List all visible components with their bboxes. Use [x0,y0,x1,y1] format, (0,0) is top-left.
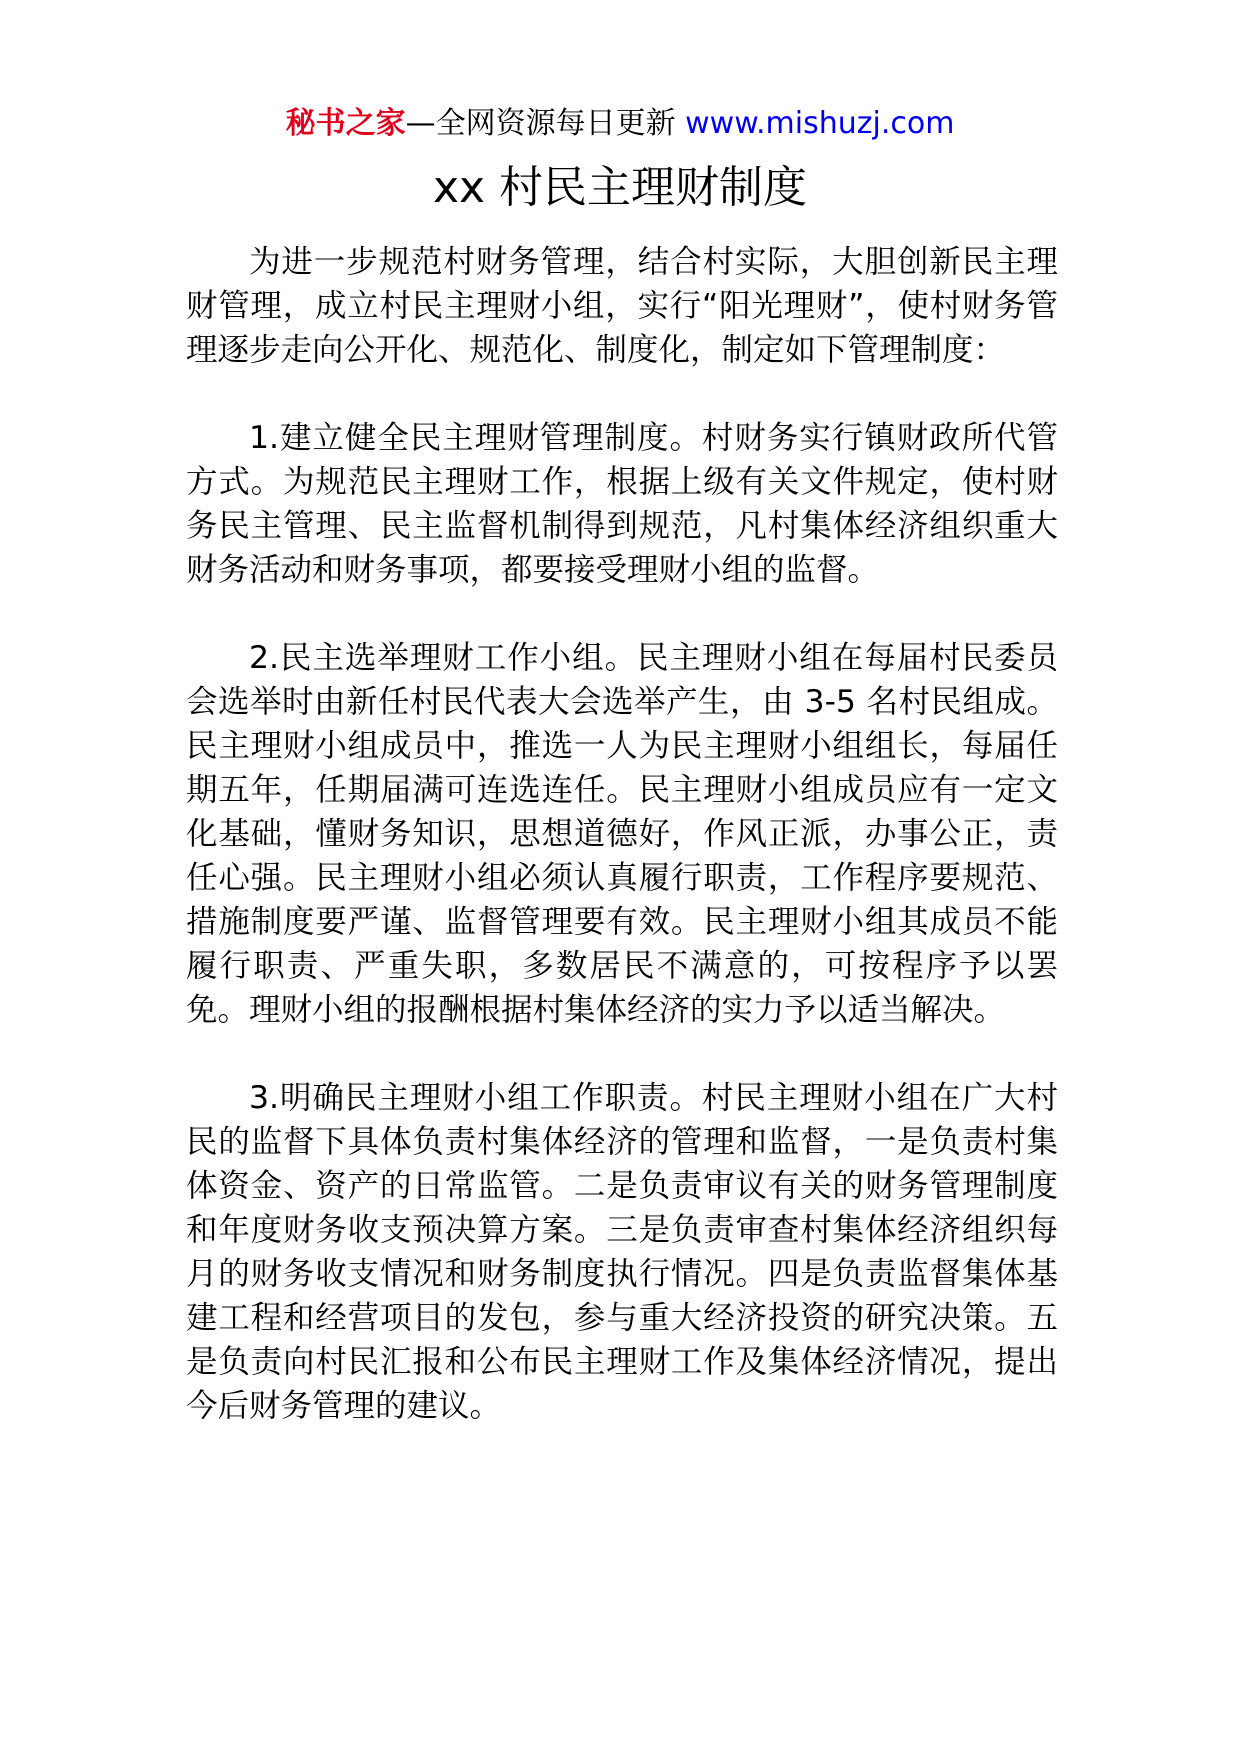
site-brand: 秘书之家 [285,106,406,141]
paragraph-3: 3.明确民主理财小组工作职责。村民主理财小组在广大村民的监督下具体负责村集体经济的管理和监督，一是负责村集体资金、资产的日常监管。二是负责审议有关的财务管理制度和年度财务收支预决算方案。三是负责审查村集体经济组织每月的财务收支情况和财务制度执行情况。四是负责监督集体基建工程和经营项目的发包，参与重大经济投资的研究决策。五是负责向村民汇报和公布民主理财工作及集体经济情况，提出今后财务管理的建议。 [186,1080,1058,1424]
site-tagline: —全网资源每日更新 [405,106,686,141]
site-header [0,102,1240,146]
document-body [186,240,1058,1428]
paragraph-intro: 为进一步规范村财务管理，结合村实际，大胆创新民主理财管理，成立村民主理财小组，实行“阳光理财”，使村财务管理逐步走向公开化、规范化、制度化，制定如下管理制度： [186,244,1058,368]
paragraph-2: 2.民主选举理财工作小组。民主理财小组在每届村民委员会选举时由新任村民代表大会选举产生，由 3-5 名村民组成。民主理财小组成员中，推选一人为民主理财小组组长，每届任期五年，任期届满可连选连任。民主理财小组成员应有一定文化基础，懂财务知识，思想道德好，作风正派，办事公正，责任心强。民主理财小组必须认真履行职责，工作程序要规范、措施制度要严谨、监督管理要有效。民主理财小组其成员不能履行职责、严重失职，多数居民不满意的，可按程序予以罢免。理财小组的报酬根据村集体经济的实力予以适当解决。 [186,640,1058,1028]
site-url-link[interactable]: www.mishuzj.com [685,106,955,141]
document-title: xx 村民主理财制度 [432,162,808,213]
paragraph-1: 1.建立健全民主理财管理制度。村财务实行镇财政所代管方式。为规范民主理财工作，根据上级有关文件规定，使村财务民主管理、民主监督机制得到规范，凡村集体经济组织重大财务活动和财务事项，都要接受理财小组的监督。 [186,420,1058,588]
